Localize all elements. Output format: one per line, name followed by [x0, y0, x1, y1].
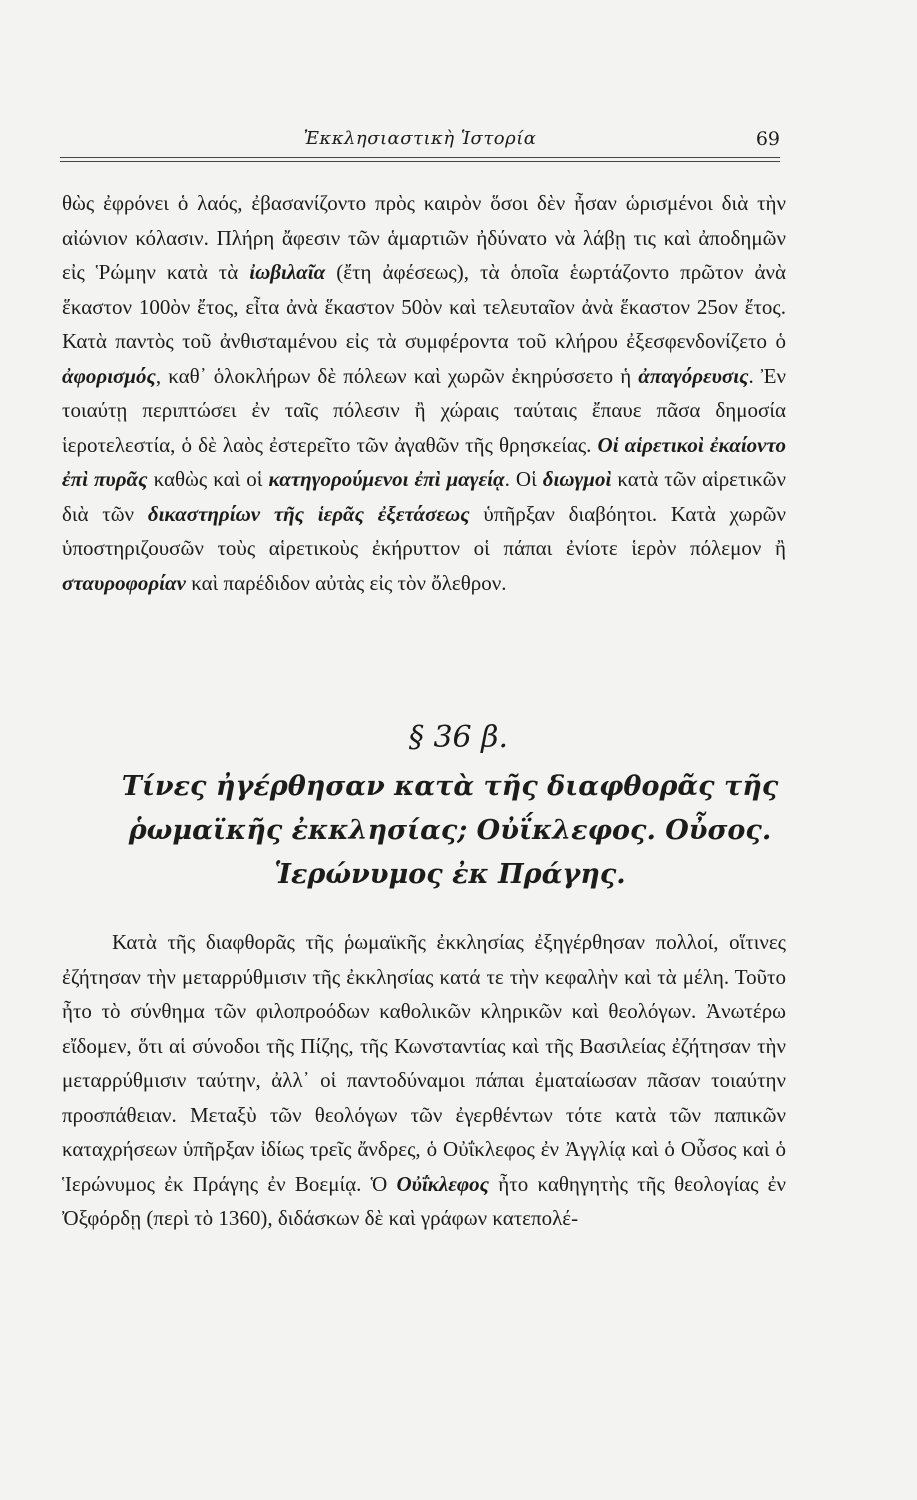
emphasis-inquisition-courts: δικαστηρίων τῆς ἱερᾶς ἐξετάσεως — [147, 501, 470, 526]
text-run: ὑπῆρξαν διαβόητοι. Κατὰ χωρῶν ὑποστηριζουσῶν τοὺς αἱρετικοὺς ἐκήρυττον οἱ πάπαι ἐνίοτε ἱερὸν πόλεμον ἢ — [62, 501, 786, 560]
emphasis-persecutions: διωγμοὶ — [542, 467, 612, 491]
text-run: (ἔτη ἀφέσεως), τὰ ὁποῖα ἑωρτάζοντο πρῶτον ἀνὰ ἕκαστον 100ὸν ἔτος, εἶτα ἀνὰ ἕκαστον 50ὸν καὶ τελευταῖον ἀνὰ ἕκαστον 25ον ἔτος. Κατὰ παντὸς τοῦ ἀνθισταμένου εἰς τὰ συμφέροντα τοῦ κλήρου ἐξεσφενδονίζετο ὁ — [62, 260, 787, 353]
running-head-title: Ἐκκλησιαστικὴ Ἱστορία — [303, 128, 537, 149]
emphasis-wycliffe: Οὐΐκλεφος — [396, 1171, 490, 1196]
section-number: § 36 β. — [408, 720, 509, 755]
text-run: καθὼς καὶ οἱ — [147, 467, 269, 491]
emphasis-heretics-burned: Οἱ αἱρετικοὶ ἐκαίοντο ἐπὶ πυρᾶς — [62, 432, 786, 491]
emphasis-crusade: σταυροφορίαν — [62, 570, 186, 595]
text-run: κατὰ τῶν αἱρετικῶν διὰ τῶν — [62, 467, 786, 526]
page-number: 69 — [755, 128, 780, 150]
text-run: . Οἱ — [504, 467, 543, 491]
text-run: θὼς ἐφρόνει ὁ λαός, ἐβασανίζοντο πρὸς καιρὸν ὅσοι δὲν ἦσαν ὡρισμένοι διὰ τὴν αἰώνιον κόλασιν. Πλήρη ἄφεσιν τῶν ἁμαρτιῶν ἠδύνατο νὰ λάβῃ τις καὶ ἀποδημῶν εἰς Ῥώμην κατὰ τὰ — [62, 191, 786, 284]
text-run: καὶ παρέδιδον αὐτὰς εἰς τὸν ὄλεθρον. — [185, 570, 507, 595]
text-run: . Ἐν τοιαύτῃ περιπτώσει ἐν ταῖς πόλεσιν ἢ χώραις ταύταις ἔπαυε πᾶσα δημοσία ἱεροτελεστία, ὁ δὲ λαὸς ἐστερεῖτο τῶν ἀγαθῶν τῆς θρησκείας. — [62, 363, 786, 457]
header-rule — [60, 157, 780, 158]
section-title: Τίνες ἠγέρθησαν κατὰ τῆς διαφθορᾶς τῆς ῥωμαϊκῆς ἐκκλησίας; Οὐΐκλεφος. Οὖσος. Ἱερώνυμος ἐκ Πράγης. — [121, 771, 779, 890]
body-paragraph-2 — [62, 925, 786, 1236]
emphasis-jubilees: ἰωβιλαῖα — [249, 260, 326, 284]
paragraph-text — [62, 925, 786, 1236]
header-rule-double — [60, 161, 780, 162]
emphasis-excommunication: ἀφορισμός — [62, 363, 156, 388]
text-run: Κατὰ τῆς διαφθορᾶς τῆς ῥωμαϊκῆς ἐκκλησίας ἐξηγέρθησαν πολλοί, οἵτινες ἐζήτησαν τὴν μεταρρύθμισιν τῆς ἐκκλησίας κατά τε τὴν κεφαλὴν καὶ τὰ μέλη. Τοῦτο ἦτο τὸ σύνθημα τῶν φιλοπροόδων καθολικῶν κληρικῶν καὶ θεολόγων. Ἀνωτέρω εἴδομεν, ὅτι αἱ σύνοδοι τῆς Πίζης, τῆς Κωνσταντίας καὶ τῆς Βασιλείας ἐζήτησαν τὴν μεταρρύθμισιν ταύτην, ἀλλ᾿ οἱ παντοδύναμοι πάπαι ἐματαίωσαν πᾶσαν τοιαύτην προσπάθειαν. Μεταξὺ τῶν θεολόγων τῶν ἐγερθέντων τότε κατὰ τῶν παπικῶν καταχρήσεων ὑπῆρξαν ἰδίως τρεῖς ἄνδρες, ὁ Οὐΐκλεφος ἐν Ἀγγλίᾳ καὶ ὁ Οὖσος καὶ ὁ Ἱερώνυμος ἐκ Πράγης ἐν Βοεμίᾳ. Ὁ — [62, 930, 786, 1196]
text-run: , καθ᾿ ὁλοκλήρων δὲ πόλεων καὶ χωρῶν ἐκηρύσσετο ἡ — [155, 363, 639, 388]
body-paragraph-1 — [62, 186, 786, 600]
emphasis-interdict: ἀπαγόρευσις — [638, 363, 749, 388]
paragraph-text — [62, 186, 786, 600]
running-head — [60, 128, 780, 158]
emphasis-accused-magic: κατηγορούμενοι ἐπὶ μαγείᾳ — [268, 467, 505, 491]
text-run: ἦτο καθηγητὴς τῆς θεολογίας ἐν Ὀξφόρδῃ (περὶ τὸ 1360), διδάσκων δὲ καὶ γράφων κατεπολέ- — [62, 1171, 786, 1230]
